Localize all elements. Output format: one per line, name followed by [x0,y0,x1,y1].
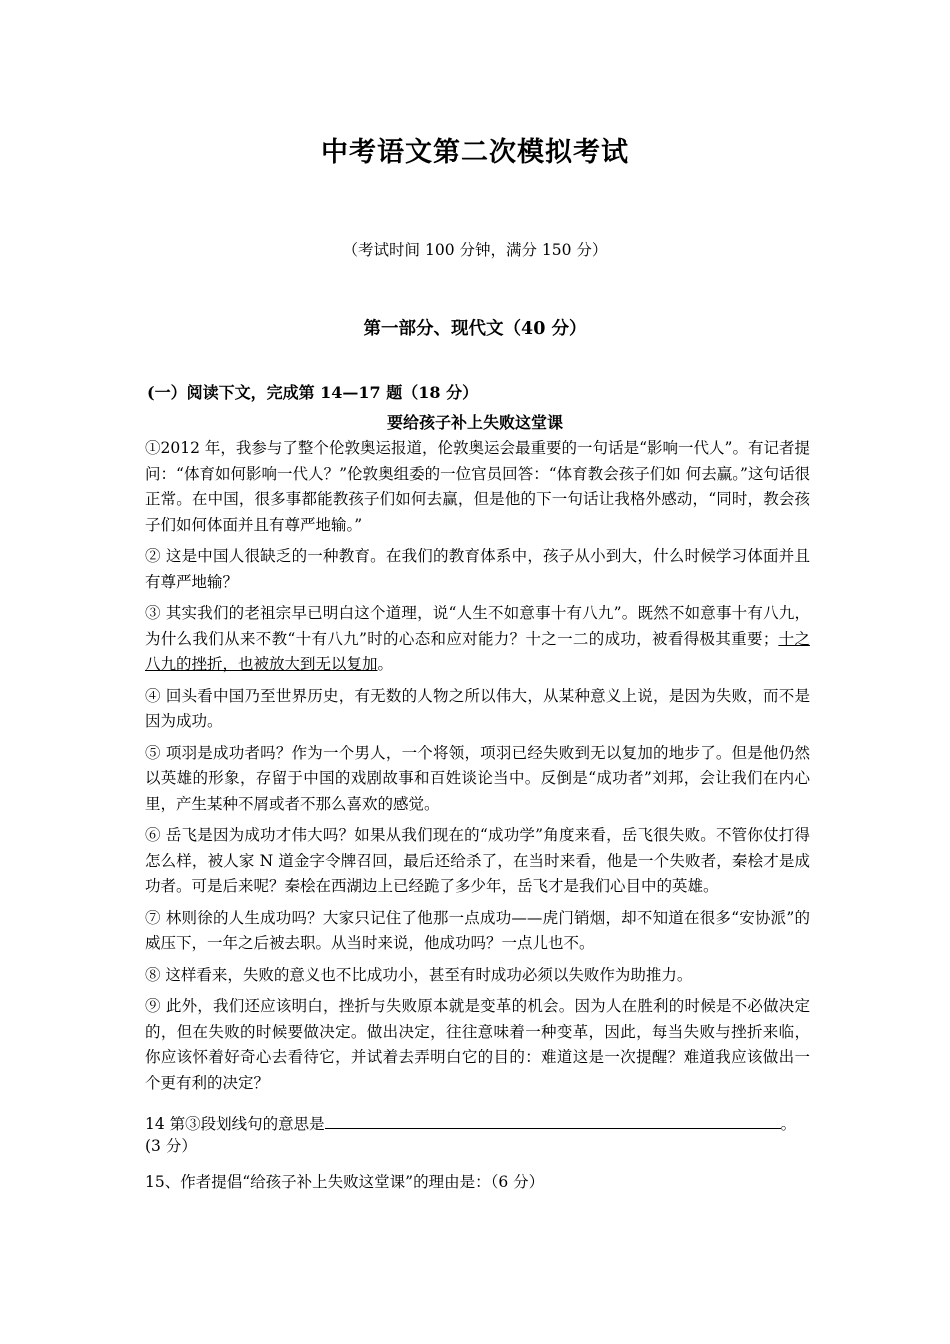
paragraph-2: ② 这是中国人很缺乏的一种教育。在我们的教育体系中，孩子从小到大，什么时候学习体面并且有尊严地输？ [145,547,810,591]
exam-title: 中考语文第二次模拟考试 [321,137,629,168]
paragraph-9: ⑨ 此外，我们还应该明白，挫折与失败原本就是变革的机会。因为人在胜利的时候是不必做决定的，但在失败的时候要做决定。做出决定，往往意味着一种变革，因此，每当失败与挫折来临，你应该怀着好奇心去看待它，并试着去弄明白它的目的：难道这是一次提醒？难道我应该做出一个更有利的决定？ [145,997,810,1092]
paragraph-6: ⑥ 岳飞是因为成功才伟大吗？如果从我们现在的“成功学”角度来看，岳飞很失败。不管你仗打得怎么样，被人家 N 道金字令牌召回，最后还给杀了，在当时来看，他是一个失败者，秦桧才是成功者。可是后来呢？秦桧在西湖边上已经跪了多少年，岳飞才是我们心目中的英雄。 [145,826,810,895]
paragraph-7: ⑦ 林则徐的人生成功吗？大家只记住了他那一点成功——虎门销烟，却不知道在很多“安协派”的威压下，一年之后被去职。从当时来说，他成功吗？一点儿也不。 [145,908,810,952]
question-14-period: 。 [780,1115,797,1133]
paragraph-5: ⑤ 项羽是成功者吗？作为一个男人，一个将领，项羽已经失败到无以复加的地步了。但是他仍然以英雄的形象，存留于中国的戏剧故事和百姓谈论当中。反倒是“成功者”刘邦，会让我们在内心里，产生某种不屑或者不那么喜欢的感觉。 [145,743,810,813]
paragraph-3-end: 。 [377,655,394,673]
article-body [145,436,810,1102]
paragraph-4: ④ 回头看中国乃至世界历史，有无数的人物之所以伟大，从某种意义上说，是因为失败，而不是因为成功。 [145,686,810,730]
question-15: 15、作者提倡“给孩子补上失败这堂课”的理由是：（6 分） [145,1173,545,1191]
question-14 [145,1113,810,1157]
question-14-prompt: 14 第③段划线句的意思是 [145,1115,325,1133]
exam-subtitle: （考试时间 100 分钟，满分 150 分） [342,241,608,259]
underlined-sentence: 十之八九的挫折，也被放大到无以复加 [145,629,810,673]
paragraph-8: ⑧ 这样看来，失败的意义也不比成功小，甚至有时成功必须以失败作为助推力。 [145,965,693,984]
part-title: 第一部分、现代文（40 分） [363,319,587,339]
paragraph-3 [145,601,810,678]
paragraph-3-text: ③ 其实我们的老祖宗早已明白这个道理，说“人生不如意事十有八九”。既然不如意事十有八九，为什么我们从来不教“十有八九”时的心态和应对能力？十之一二的成功，被看得极其重要； [145,604,810,648]
article-title: 要给孩子补上失败这堂课 [386,413,563,432]
answer-blank[interactable] [325,1114,781,1129]
paragraph-1: ①2012 年，我参与了整个伦敦奥运报道，伦敦奥运会最重要的一句话是“影响一代人”。有记者提问：“体育如何影响一代人？”伦敦奥组委的一位官员回答：“体育教会孩子们如 何去赢。”这句话很正常。在中国，很多事都能教孩子们如何去赢，但是他的下一句话让我格外感动，“同时，教会孩子们如何体面并且有尊严地输。” [145,439,810,534]
question-14-score: (3 分） [145,1137,197,1155]
section-heading: (一）阅读下文，完成第 14—17 题（18 分） [147,383,479,402]
